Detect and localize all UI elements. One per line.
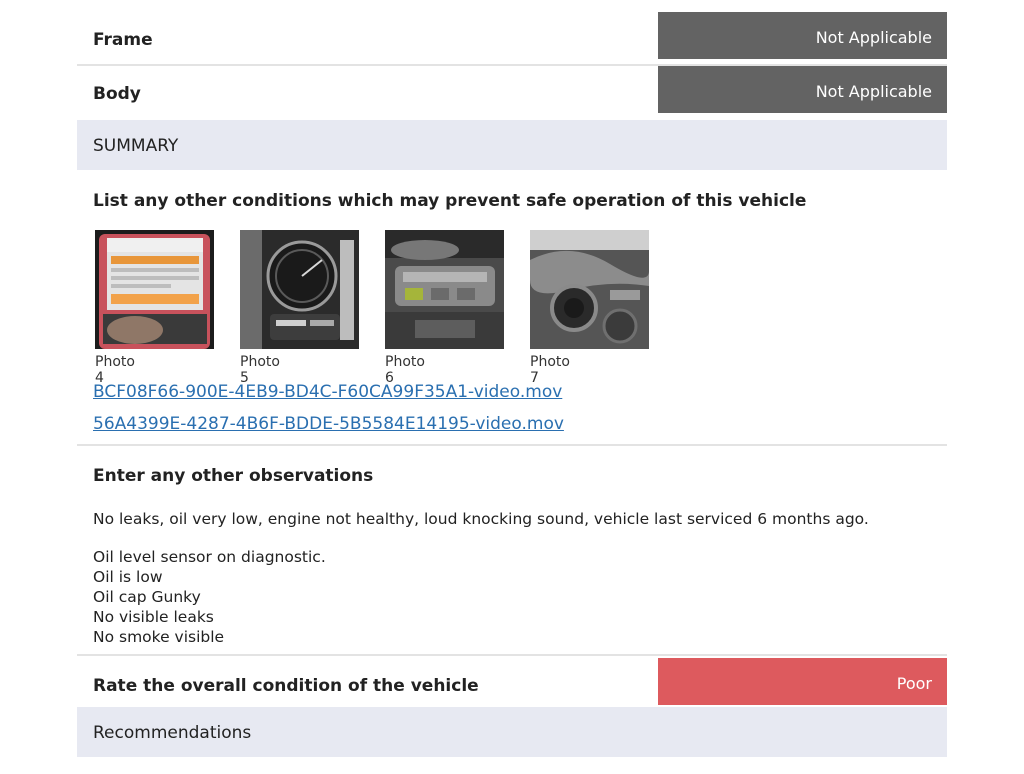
frame-label: Frame bbox=[93, 30, 153, 50]
engine-detail-photo-icon bbox=[530, 230, 649, 349]
observations-question: Enter any other observations bbox=[93, 466, 374, 486]
video-link-1[interactable]: BCF08F66-900E-4EB9-BD4C-F60CA99F35A1-video.mov bbox=[93, 382, 563, 402]
photo-6-caption: Photo 6 bbox=[385, 354, 425, 386]
overall-condition-row bbox=[77, 656, 947, 707]
observation-line: Oil cap Gunky bbox=[93, 588, 201, 606]
photo-4-thumbnail[interactable] bbox=[95, 230, 214, 349]
frame-row bbox=[77, 12, 947, 66]
report-container bbox=[77, 12, 947, 757]
overall-condition-badge[interactable]: Poor bbox=[658, 658, 947, 705]
engine-bay-photo-icon bbox=[385, 230, 504, 349]
observations-block bbox=[77, 446, 947, 656]
summary-section-header: SUMMARY bbox=[77, 120, 947, 170]
overall-condition-label: Rate the overall condition of the vehicle bbox=[93, 676, 479, 696]
instrument-cluster-photo-icon bbox=[240, 230, 359, 349]
conditions-question: List any other conditions which may prevent safe operation of this vehicle bbox=[93, 191, 807, 211]
diagnostic-tablet-photo-icon bbox=[95, 230, 214, 349]
observation-line: No smoke visible bbox=[93, 628, 225, 646]
observation-line: Oil level sensor on diagnostic. bbox=[93, 548, 326, 566]
body-label: Body bbox=[93, 84, 141, 104]
recommendations-section-header: Recommendations bbox=[77, 707, 947, 757]
photo-7-caption: Photo 7 bbox=[530, 354, 570, 386]
photo-5-caption: Photo 5 bbox=[240, 354, 280, 386]
frame-status-badge[interactable]: Not Applicable bbox=[658, 12, 947, 59]
video-link-2[interactable]: 56A4399E-4287-4B6F-BDDE-5B5584E14195-video.mov bbox=[93, 414, 564, 434]
observations-paragraph: No leaks, oil very low, engine not healthy, loud knocking sound, vehicle last serviced 6 months ago. bbox=[93, 510, 869, 528]
body-status-badge[interactable]: Not Applicable bbox=[658, 66, 947, 113]
photo-6-thumbnail[interactable] bbox=[385, 230, 504, 349]
photo-5-thumbnail[interactable] bbox=[240, 230, 359, 349]
observation-line: No visible leaks bbox=[93, 608, 214, 626]
photo-4-caption: Photo 4 bbox=[95, 354, 135, 386]
observation-line: Oil is low bbox=[93, 568, 163, 586]
conditions-block bbox=[77, 170, 947, 446]
body-row bbox=[77, 66, 947, 118]
photo-7-thumbnail[interactable] bbox=[530, 230, 649, 349]
